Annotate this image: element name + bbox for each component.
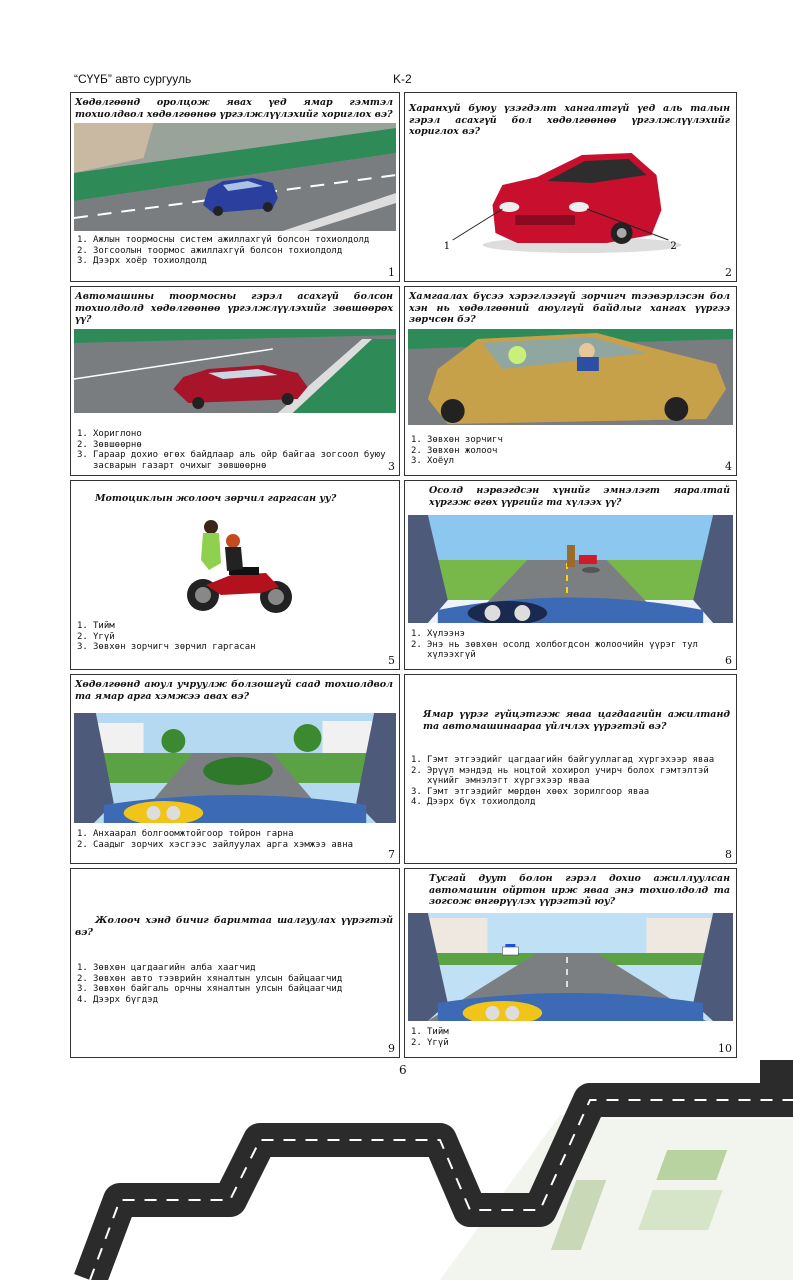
- answer-option: 2. Зогсоолын тоормос ажиллахгүй болсон тохиолдолд: [77, 245, 343, 256]
- question-card-6: [404, 480, 737, 670]
- question-card-2: [404, 92, 737, 282]
- police-car-approaching-illustration: [408, 913, 733, 1021]
- question-text: Мотоциклын жолооч зөрчил гаргасан уу?: [95, 493, 337, 504]
- page-number: 6: [399, 1063, 407, 1077]
- answer-option: 2. Зөвхөн жолооч: [411, 445, 498, 456]
- answer-option: 3. Гараар дохио өгөх байдлаар аль ойр байгаа зогсоол буюу засварын газарт очихыг зөвшөөрнө: [77, 450, 386, 471]
- question-text: Хөдөлгөөнд аюул учруулж болзошгүй саад тохиолдвол та ямар арга хэмжээ авах вэ?: [75, 679, 393, 702]
- answer-option: 2. Үгүй: [411, 1037, 449, 1048]
- question-number: 7: [388, 848, 395, 861]
- answer-option: 2. Үгүй: [77, 631, 115, 642]
- answer-option: 2. Энэ нь зөвхөн осолд холбогдсон жолоочийн үүрэг тул хүлээхгүй: [411, 639, 698, 660]
- question-number: 1: [388, 266, 395, 279]
- answer-option: 2. Саадыг зорчих хэсгээс зайлуулах арга хэмжээ авна: [77, 839, 354, 850]
- answer-option: 1. Зөвхөн цагдаагийн алба хаагчид: [77, 963, 256, 973]
- answer-option: 1. Хүлээнэ: [411, 629, 465, 639]
- answer-option: 4. Дээрх бүгдэд: [77, 994, 159, 1005]
- answer-option: 3. Зөвхөн байгаль орчны хяналтын улсын байцаагчид: [77, 984, 343, 994]
- accident-scene-illustration: [408, 515, 733, 623]
- answer-option: 1. Тийм: [77, 621, 115, 631]
- question-number: 2: [725, 266, 732, 279]
- gold-car-passengers-illustration: [408, 329, 733, 425]
- question-card-3: [70, 286, 400, 476]
- answer-option: 2. Зөвхөн авто тээврийн хяналтын улсын байцаагчид: [77, 973, 343, 984]
- question-number: 5: [388, 654, 395, 667]
- decorative-road-graphic: [0, 1060, 793, 1280]
- fallen-tree-obstacle-illustration: [74, 713, 396, 823]
- question-text: Осолд нэрвэгдсэн хүнийг эмнэлэгт яаралтай хүргэж өгөх үүргийг та хүлээх үү?: [429, 485, 730, 508]
- question-text: Жолооч хэнд бичиг баримтаа шалгуулах үүрэгтэй вэ?: [75, 915, 393, 938]
- road-red-car-illustration: [74, 329, 396, 413]
- road-car-illustration: [74, 123, 396, 231]
- answer-option: 1. Хориглоно: [77, 429, 142, 439]
- question-card-10: [404, 868, 737, 1058]
- ticket-code: K-2: [393, 72, 412, 86]
- question-card-8: [404, 674, 737, 864]
- answer-option: 1. Тийм: [411, 1027, 449, 1037]
- answer-option: 1. Гэмт этгээдийг цагдаагийн байгууллагад хүргэхээр яваа: [411, 755, 715, 765]
- answer-option: 2. Зөвшөөрнө: [77, 439, 142, 450]
- question-card-7: [70, 674, 400, 864]
- question-card-4: [404, 286, 737, 476]
- question-number: 9: [388, 1042, 395, 1055]
- question-text: Хамгаалах бүсээ хэрэглээгүй зорчигч тээвэрлэсэн бол хэн нь хөдөлгөөний аюулгүй байдлыг хангах үүргээ зөрчсөн бэ?: [409, 291, 730, 325]
- question-text: Харанхуй буюу үзэгдэлт хангалтгүй үед аль талын гэрэл асахгүй бол хөдөлгөөнөө үргэлжлүүлэхийг хориглох вэ?: [409, 103, 730, 137]
- school-name: “СҮҮБ” авто сургууль: [74, 72, 192, 86]
- answer-option: 1. Анхаарал болгоомжтойгоор тойрон гарна: [77, 829, 294, 839]
- question-number: 10: [718, 1042, 732, 1055]
- answer-option: 3. Дээрх хоёр тохиолдолд: [77, 256, 207, 266]
- answer-option: 2. Эрүүл мэндэд нь ноцтой хохирол учирч болох гэмтэлтэй хүнийг эмнэлэгт хүргэхээр яваа: [411, 765, 709, 786]
- answer-option: 3. Зөвхөн зорчигч зөрчил гаргасан: [77, 642, 256, 652]
- question-number: 8: [725, 848, 732, 861]
- question-text: Ямар үүрэг гүйцэтгэж яваа цагдаагийн ажилтанд та автомашинаараа үйлчлэх үүрэгтэй вэ?: [423, 709, 730, 732]
- question-card-9: [70, 868, 400, 1058]
- question-number: 4: [725, 460, 732, 473]
- motorcycle-illustration: [181, 515, 301, 617]
- question-card-5: [70, 480, 400, 670]
- question-text: Автомашины тоормосны гэрэл асахгүй болсон тохиолдолд хөдөлгөөнөө үргэлжлүүлэхийг зөвшөөрөх үү?: [75, 291, 393, 325]
- question-number: 6: [725, 654, 732, 667]
- answer-option: 4. Дээрх бүх тохиолдолд: [411, 797, 536, 807]
- red-car-headlights-illustration: [408, 145, 733, 257]
- callout-2: 2: [670, 240, 677, 253]
- callout-1: 1: [443, 240, 451, 253]
- question-text: Тусгай дуут болон гэрэл дохио ажиллуулсан автомашин ойртон ирж яваа энэ тохиолдолд та зогсож өнгөрүүлэх үүрэгтэй юу?: [429, 873, 730, 907]
- answer-option: 1. Зөвхөн зорчигч: [411, 435, 503, 445]
- answer-option: 1. Ажлын тоормосны систем ажиллахгүй болсон тохиолдолд: [77, 235, 370, 245]
- question-card-1: [70, 92, 400, 282]
- question-text: Хөдөлгөөнд оролцож явах үед ямар гэмтэл тохиолдвол хөдөлгөөнөө үргэлжлүүлэхийг хориглох вэ?: [75, 97, 393, 120]
- answer-option: 3. Гэмт этгээдийг мөрдөн хөөх зорилгоор яваа: [411, 786, 650, 797]
- answer-option: 3. Хоёул: [411, 456, 455, 466]
- question-number: 3: [388, 460, 395, 473]
